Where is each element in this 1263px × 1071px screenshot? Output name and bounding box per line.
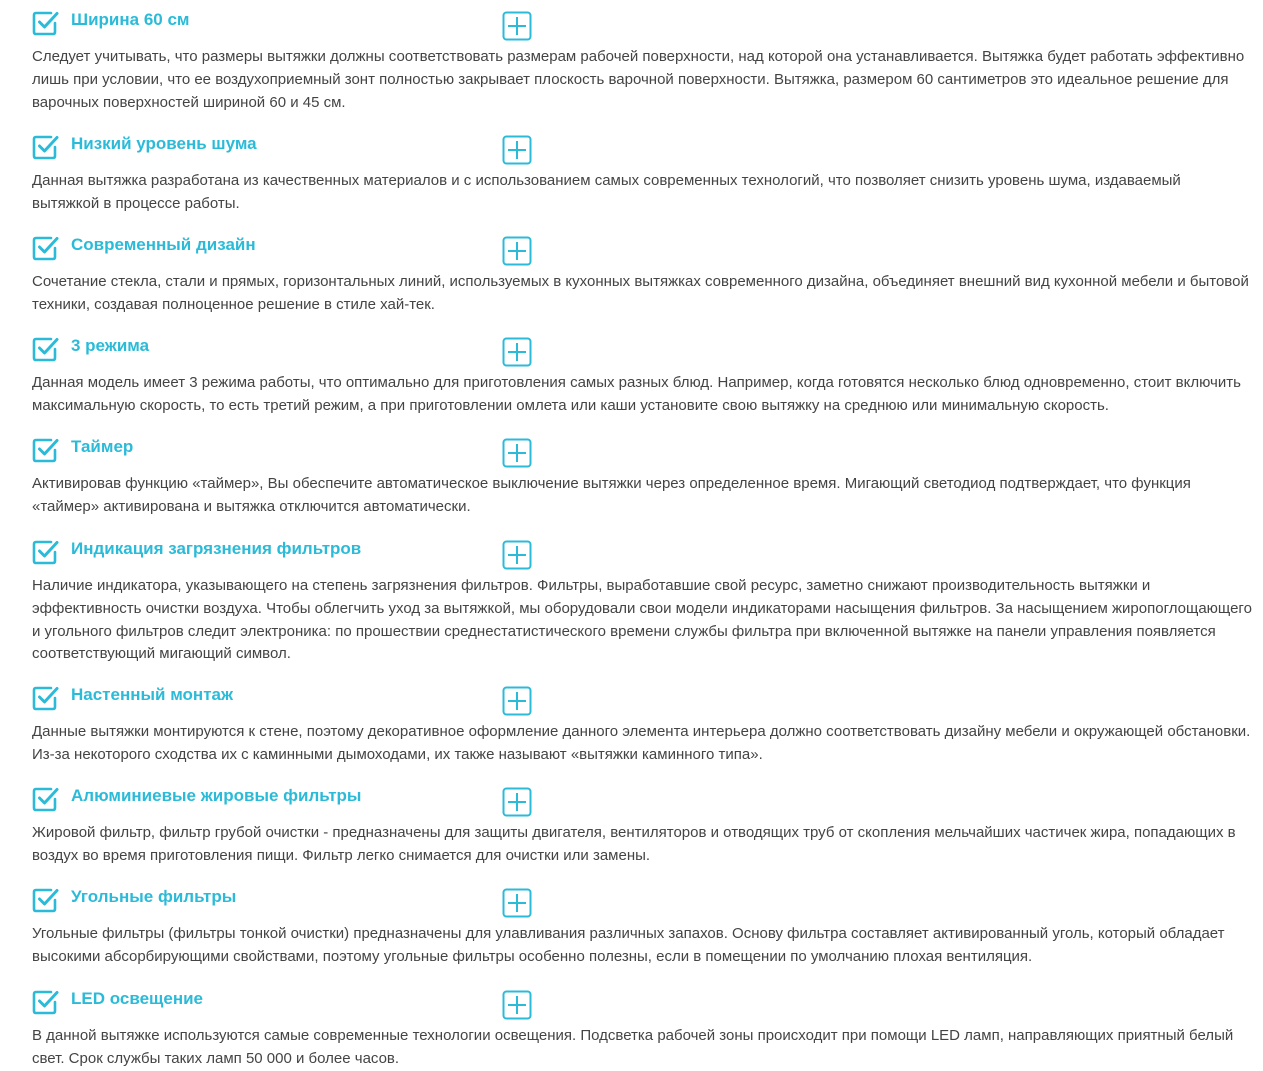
checkbox-check-icon xyxy=(31,335,59,363)
plus-square-icon xyxy=(502,703,532,720)
plus-square-icon xyxy=(502,905,532,922)
checkbox-check-icon xyxy=(31,785,59,813)
plus-square-icon xyxy=(502,28,532,45)
feature-description: Жировой фильтр, фильтр грубой очистки - предназначены для защиты двигателя, вентиляторов и отводящих труб от скопления мельчайших частичек жира, попадающих в воздух во время приготовления пищи. Фильтр легко снимается для очистки или замены. xyxy=(32,824,1236,864)
checkbox-check-icon xyxy=(31,436,59,464)
feature-title: Алюминиевые жировые фильтры xyxy=(71,786,362,805)
checkbox-check-icon xyxy=(31,9,59,37)
expand-button[interactable] xyxy=(502,540,532,570)
plus-square-icon xyxy=(502,152,532,169)
feature-title: Современный дизайн xyxy=(71,235,256,254)
feature-description: Сочетание стекла, стали и прямых, горизонтальных линий, используемых в кухонных вытяжках современного дизайна, объединяет внешний вид кухонной мебели и бытовой техники, создавая полноценное решение в стиле хай-тек. xyxy=(32,273,1249,313)
checkbox-check-icon xyxy=(31,988,59,1016)
expand-button[interactable] xyxy=(502,686,532,716)
feature-title: Низкий уровень шума xyxy=(71,134,257,153)
feature-description: Активировав функцию «таймер», Вы обеспечите автоматическое выключение вытяжки через определенное время. Мигающий светодиод подтверждает, что функция «таймер» активирована и вытяжка отключится автоматически. xyxy=(32,475,1191,515)
feature-description: Наличие индикатора, указывающего на степень загрязнения фильтров. Фильтры, выработавшие свой ресурс, заметно снижают производительность вытяжки и эффективность очистки воздуха. Чтобы облегчить уход за вытяжкой, мы оборудовали свои модели индикаторами насыщения фильтров. За насыщением жиропоглощающего и угольного фильтров следит электроника: по прошествии среднестатистического времени службы фильтра при включенной вытяжке на панели управления появляется соответствующий мигающий символ. xyxy=(32,577,1252,663)
feature-description: Данная модель имеет 3 режима работы, что оптимально для приготовления самых разных блюд. Например, когда готовятся несколько блюд одновременно, стоит включить максимальную скорость, то есть третий режим, а при приготовлении омлета или каши установите свою вытяжку на среднюю или минимальную скорость. xyxy=(32,374,1241,414)
checkbox-check-icon xyxy=(31,133,59,161)
feature-title: 3 режима xyxy=(71,336,150,355)
expand-button[interactable] xyxy=(502,337,532,367)
plus-square-icon xyxy=(502,557,532,574)
plus-square-icon xyxy=(502,253,532,270)
feature-title: Ширина 60 см xyxy=(71,10,190,29)
feature-description: Данная вытяжка разработана из качественных материалов и с использованием самых современных технологий, что позволяет снизить уровень шума, издаваемый вытяжкой в процессе работы. xyxy=(32,172,1181,212)
checkbox-check-icon xyxy=(31,684,59,712)
expand-button[interactable] xyxy=(502,11,532,41)
checkbox-check-icon xyxy=(31,886,59,914)
expand-button[interactable] xyxy=(502,135,532,165)
feature-description: В данной вытяжке используются самые современные технологии освещения. Подсветка рабочей зоны происходит при помощи LED ламп, направляющих приятный белый свет. Срок службы таких ламп 50 000 и более часов. xyxy=(32,1027,1234,1067)
plus-square-icon xyxy=(502,1007,532,1024)
expand-button[interactable] xyxy=(502,438,532,468)
checkbox-check-icon xyxy=(31,234,59,262)
feature-title: Угольные фильтры xyxy=(71,887,237,906)
plus-square-icon xyxy=(502,804,532,821)
plus-square-icon xyxy=(502,455,532,472)
feature-title: Индикация загрязнения фильтров xyxy=(71,539,362,558)
feature-description: Данные вытяжки монтируются к стене, поэтому декоративное оформление данного элемента интерьера должно соответствовать дизайну мебели и окружающей обстановки. Из-за некоторого сходства их с каминными дымоходами, их также называют «вытяжки каминного типа». xyxy=(32,723,1251,763)
plus-square-icon xyxy=(502,354,532,371)
expand-button[interactable] xyxy=(502,787,532,817)
feature-description: Следует учитывать, что размеры вытяжки должны соответствовать размерам рабочей поверхности, над которой она устанавливается. Вытяжка будет работать эффективно лишь при условии, что ее воздухоприемный зонт полностью закрывает плоскость варочной поверхности. Вытяжка, размером 60 сантиметров это идеальное решение для варочных поверхностей шириной 60 и 45 см. xyxy=(32,48,1245,111)
checkbox-check-icon xyxy=(31,538,59,566)
expand-button[interactable] xyxy=(502,236,532,266)
expand-button[interactable] xyxy=(502,888,532,918)
expand-button[interactable] xyxy=(502,990,532,1020)
feature-title: Настенный монтаж xyxy=(71,685,234,704)
feature-description: Угольные фильтры (фильтры тонкой очистки) предназначены для улавливания различных запахов. Основу фильтра составляет активированный уголь, который обладает высокими абсорбирующими свойствами, поэтому угольные фильтры особенно полезны, если в помещении по умолчанию плохая вентиляция. xyxy=(32,925,1225,965)
feature-title: LED освещение xyxy=(71,989,203,1008)
feature-title: Таймер xyxy=(71,437,134,456)
